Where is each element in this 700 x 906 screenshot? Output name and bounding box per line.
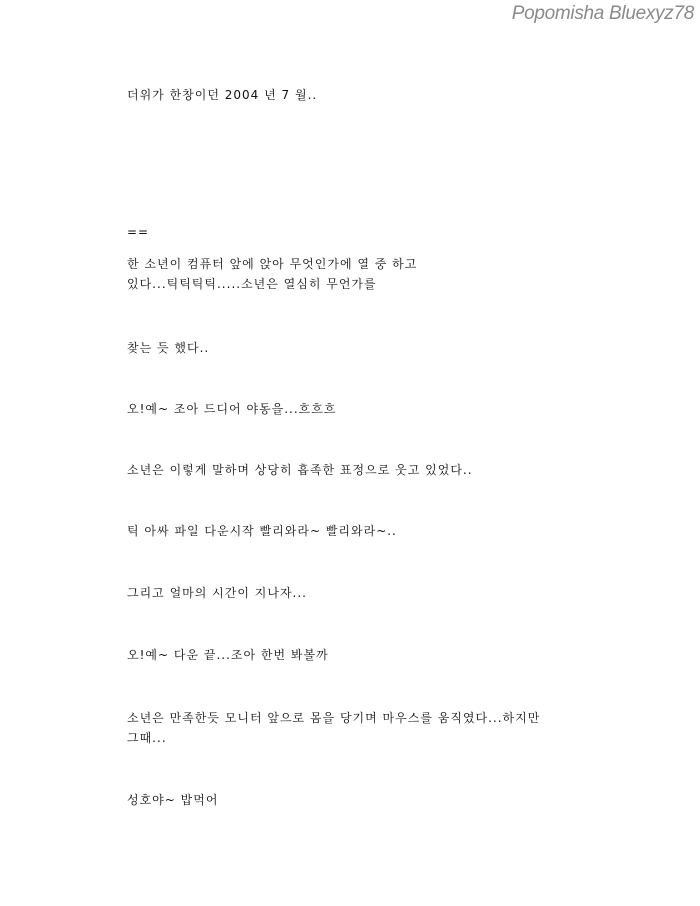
text-line: 소년은 이렇게 말하며 상당히 흡족한 표정으로 웃고 있었다.. [127, 463, 473, 477]
text-line: == [127, 225, 150, 239]
text-line: 있다...틱틱틱틱.....소년은 열심히 무언가를 [127, 277, 377, 291]
text-line: 소년은 만족한듯 모니터 앞으로 몸을 당기며 마우스를 움직였다...하지만 [127, 711, 541, 725]
text-line: 오!예~ 조아 드디어 야동을...흐흐흐 [127, 402, 337, 416]
watermark: Popomisha Bluexyz78 [511, 3, 694, 24]
text-line: 그리고 얼마의 시간이 지나자... [127, 586, 307, 600]
text-line: 그때... [127, 731, 167, 745]
text-line: 한 소년이 컴퓨터 앞에 앉아 무엇인가에 열 중 하고 [127, 257, 418, 271]
text-line: 오!예~ 다운 끝...조아 한번 봐볼까 [127, 648, 329, 662]
text-line: 틱 아싸 파일 다운시작 빨리와라~ 빨리와라~.. [127, 524, 397, 538]
text-line: 더위가 한창이던 2004 년 7 월.. [127, 88, 318, 102]
text-line: 성호야~ 밥먹어 [127, 793, 219, 807]
text-line: 찾는 듯 했다.. [127, 341, 210, 355]
